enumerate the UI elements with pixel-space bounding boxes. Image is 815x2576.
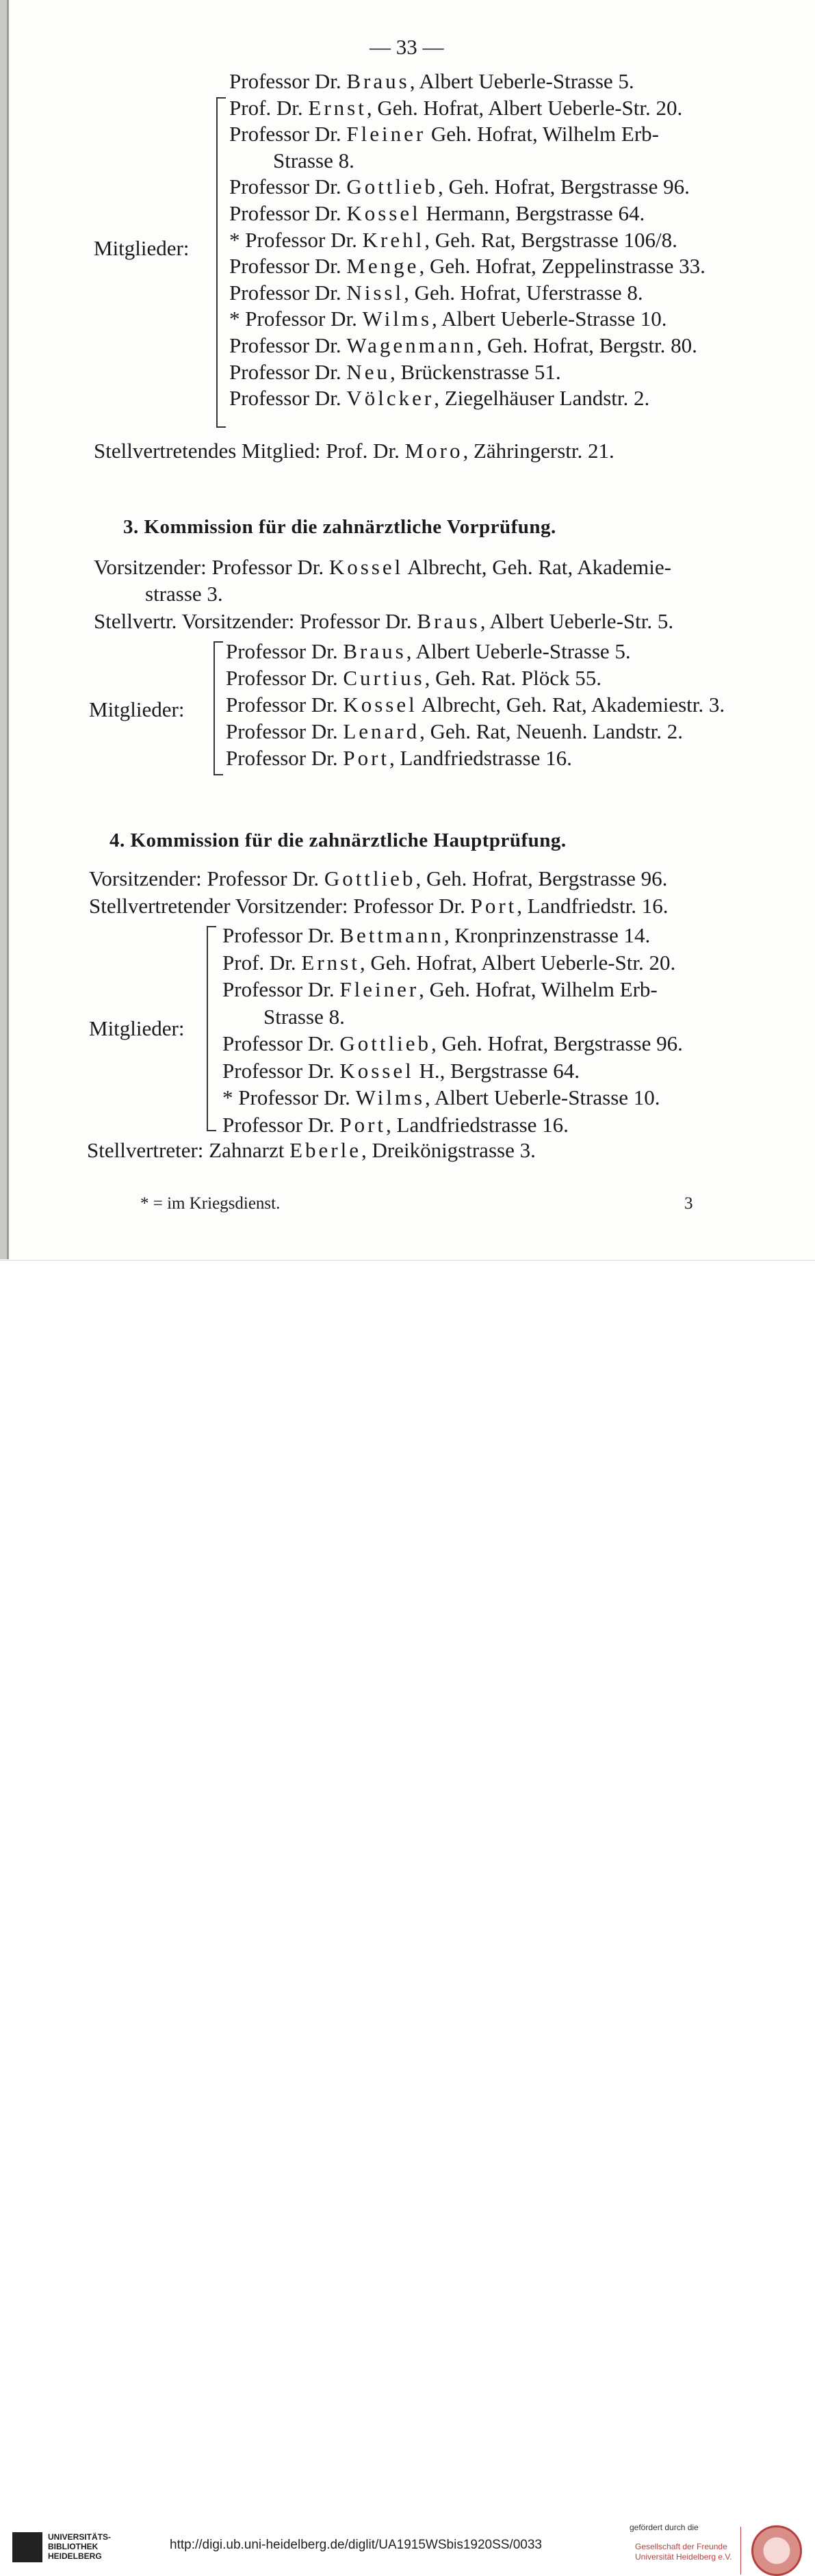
- member-entry: Prof. Dr. Ernst, Geh. Hofrat, Albert Ueberle-Str. 20.: [222, 950, 676, 975]
- vice-chair-line: Stellvertr. Vorsitzender: Professor Dr. Braus, Albert Ueberle-Str. 5.: [94, 609, 674, 633]
- member-entry: * Professor Dr. Wilms, Albert Ueberle-Strasse 10.: [229, 307, 667, 331]
- digitization-footer: [0, 1260, 815, 2562]
- chair-line: Vorsitzender: Professor Dr. Kossel Albrecht, Geh. Rat, Akademie-: [94, 555, 671, 579]
- signature-mark: 3: [684, 1194, 693, 1213]
- member-entry: Professor Dr. Braus, Albert Ueberle-Strasse 5.: [229, 69, 634, 93]
- member-entry: Professor Dr. Neu, Brückenstrasse 51.: [229, 359, 561, 384]
- footnote: * = im Kriegsdienst.: [140, 1194, 281, 1213]
- member-entry: Professor Dr. Lenard, Geh. Rat, Neuenh. Landstr. 2.: [226, 719, 683, 743]
- section-heading: 4. Kommission für die zahnärztliche Hauptprüfung.: [109, 829, 567, 851]
- member-entry: * Professor Dr. Krehl, Geh. Rat, Bergstrasse 106/8.: [229, 227, 677, 252]
- member-entry: Professor Dr. Kossel Hermann, Bergstrasse 64.: [229, 201, 645, 225]
- member-entry: Professor Dr. Gottlieb, Geh. Hofrat, Bergstrasse 96.: [222, 1031, 683, 1055]
- members-brace: [216, 97, 226, 428]
- member-entry: Professor Dr. Fleiner Geh. Hofrat, Wilhelm Erb-: [229, 122, 659, 146]
- members-brace: [207, 926, 216, 1131]
- member-entry: Professor Dr. Menge, Geh. Hofrat, Zeppelinstrasse 33.: [229, 254, 706, 279]
- members-label: Mitglieder:: [89, 697, 185, 721]
- university-library-logo: [12, 2532, 42, 2562]
- members-label: Mitglieder:: [94, 236, 190, 260]
- member-entry: Professor Dr. Curtius, Geh. Rat. Plöck 55.: [226, 666, 601, 690]
- member-entry: Professor Dr. Port, Landfriedstrasse 16.: [226, 746, 572, 770]
- page-number: — 33 —: [370, 35, 444, 59]
- footer-divider: [740, 2527, 741, 2575]
- library-name: UNIVERSITÄTS- BIBLIOTHEK HEIDELBERG: [48, 2532, 112, 2561]
- member-entry: Professor Dr. Völcker, Ziegelhäuser Landstr. 2.: [229, 386, 650, 411]
- member-entry: Professor Dr. Gottlieb, Geh. Hofrat, Bergstrasse 96.: [229, 175, 690, 199]
- member-entry: Professor Dr. Kossel Albrecht, Geh. Rat, Akademiestr. 3.: [226, 693, 725, 717]
- member-entry: Strasse 8.: [263, 1004, 345, 1029]
- university-seal-icon: [751, 2525, 802, 2576]
- member-entry: Professor Dr. Wagenmann, Geh. Hofrat, Bergstr. 80.: [229, 333, 697, 357]
- member-entry: * Professor Dr. Wilms, Albert Ueberle-Strasse 10.: [222, 1085, 660, 1109]
- sponsor-intro: gefördert durch die: [630, 2523, 699, 2532]
- member-entry: Strasse 8.: [273, 148, 354, 172]
- member-entry: Professor Dr. Braus, Albert Ueberle-Strasse 5.: [226, 639, 631, 663]
- permalink[interactable]: http://digi.ub.uni-heidelberg.de/diglit/UA1915WSbis1920SS/0033: [170, 2538, 542, 2552]
- members-label: Mitglieder:: [89, 1016, 185, 1040]
- member-entry: Professor Dr. Nissl, Geh. Hofrat, Uferstrasse 8.: [229, 280, 643, 305]
- section-heading: 3. Kommission für die zahnärztliche Vorprüfung.: [123, 516, 556, 538]
- substitute-line: Stellvertreter: Zahnarzt Eberle, Dreikönigstrasse 3.: [87, 1138, 536, 1162]
- deputy-line: Stellvertretendes Mitglied: Prof. Dr. Moro, Zähringerstr. 21.: [94, 439, 615, 463]
- member-entry: Professor Dr. Bettmann, Kronprinzenstrasse 14.: [222, 923, 651, 947]
- member-entry: Prof. Dr. Ernst, Geh. Hofrat, Albert Ueberle-Str. 20.: [229, 95, 683, 120]
- members-brace: [214, 641, 223, 775]
- page-edge-line: [7, 0, 9, 1259]
- vice-chair-line: Stellvertretender Vorsitzender: Professor Dr. Port, Landfriedstr. 16.: [89, 894, 669, 918]
- chair-line-continued: strasse 3.: [145, 582, 223, 606]
- member-entry: Professor Dr. Port, Landfriedstrasse 16.: [222, 1112, 569, 1137]
- sponsor-name: Gesellschaft der Freunde Universität Heidelberg e.V.: [635, 2542, 732, 2562]
- member-entry: Professor Dr. Kossel H., Bergstrasse 64.: [222, 1058, 580, 1083]
- page-edge-shadow: [0, 0, 7, 1259]
- chair-line: Vorsitzender: Professor Dr. Gottlieb, Geh. Hofrat, Bergstrasse 96.: [89, 866, 668, 890]
- member-entry: Professor Dr. Fleiner, Geh. Hofrat, Wilhelm Erb-: [222, 977, 658, 1001]
